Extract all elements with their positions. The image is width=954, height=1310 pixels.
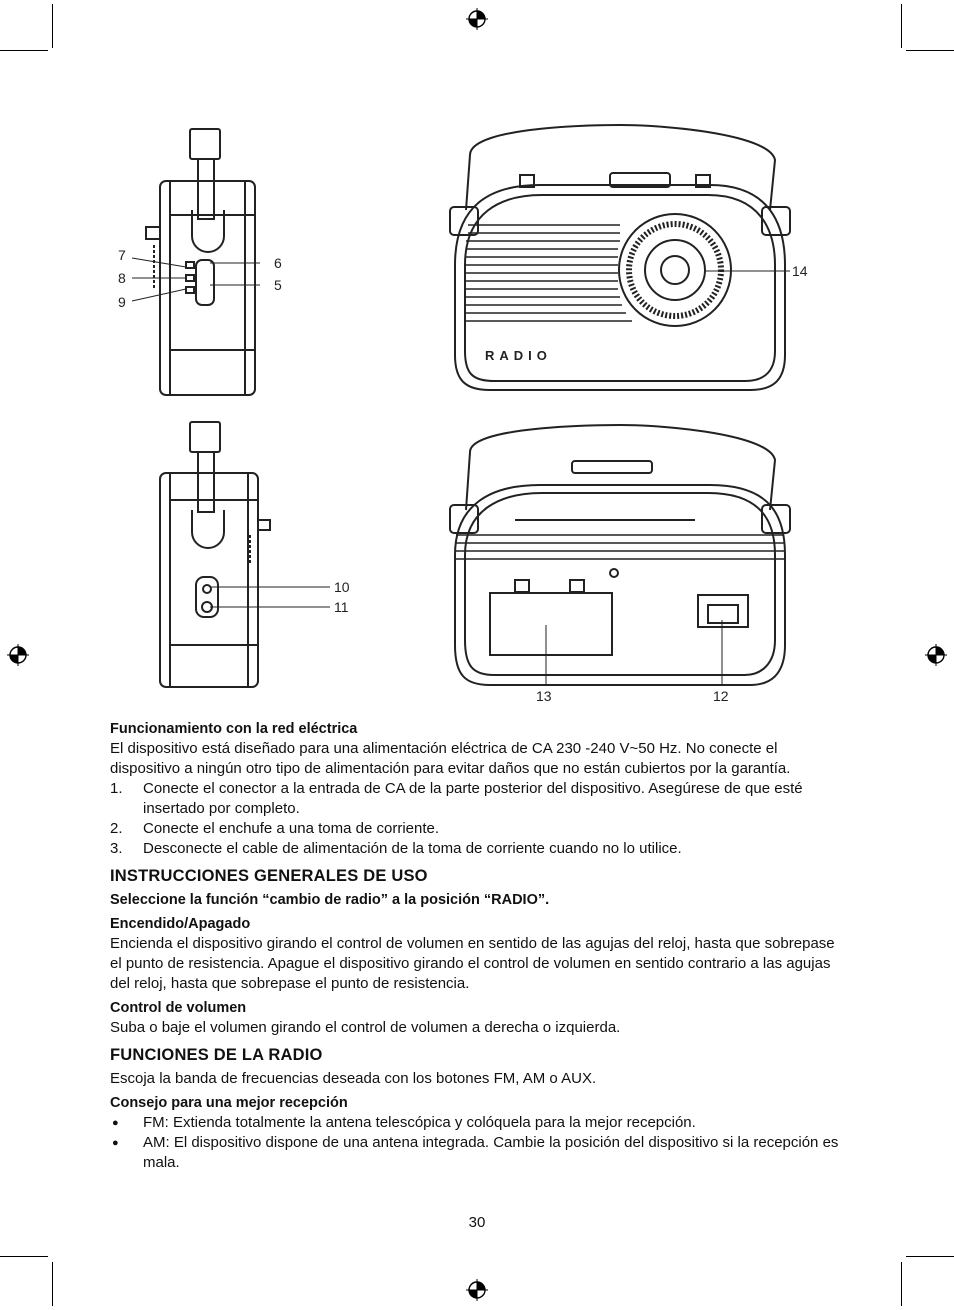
volume-heading: Control de volumen	[110, 1000, 247, 1016]
registration-mark-top	[466, 8, 488, 30]
volume-text: Suba o baje el volumen girando el control de volumen a derecha o izquierda.	[110, 1019, 621, 1036]
list-item: ● FM: Extienda totalmente la antena telescópica y colóquela para la mejor recepción.	[112, 1114, 696, 1131]
callout-9: 9	[118, 294, 126, 310]
list-item: 3. Desconecte el cable de alimentación de la toma de corriente cuando no lo utilice.	[110, 840, 682, 857]
callout-12: 12	[713, 688, 729, 704]
general-heading: INSTRUCCIONES GENERALES DE USO	[110, 867, 428, 885]
radio-heading: FUNCIONES DE LA RADIO	[110, 1046, 323, 1064]
list-item: ● AM: El dispositivo dispone de una antena integrada. Cambie la posición del dispositivo si la recepción es mala.	[112, 1134, 839, 1171]
callout-13: 13	[536, 688, 552, 704]
radio-side-view-bottom	[160, 422, 270, 687]
registration-mark-bottom	[466, 1279, 488, 1301]
callout-8: 8	[118, 270, 126, 286]
page-number: 30	[468, 1214, 486, 1231]
radio-logo: RADIO	[485, 348, 552, 363]
list-item: 2. Conecte el enchufe a una toma de corriente.	[110, 820, 440, 837]
tip-heading: Consejo para una mejor recepción	[110, 1095, 348, 1111]
select-function-note: Seleccione la función “cambio de radio” a la posición “RADIO”.	[110, 892, 550, 908]
band-text: Escoja la banda de frecuencias deseada con los botones FM, AM o AUX.	[110, 1070, 597, 1087]
document-body	[110, 715, 850, 1173]
power-onoff-text: Encienda el dispositivo girando el control de volumen en sentido de las agujas del reloj, hasta que sobrepase el punto de resistencia. Apague el dispositivo girando el control de volumen en sentido contrario a las agujas del reloj, hasta que sobrepase el punto de resistencia.	[110, 935, 835, 992]
radio-diagram	[110, 115, 845, 710]
callout-5: 5	[274, 277, 282, 293]
registration-mark-left	[7, 644, 29, 666]
radio-side-view-top	[146, 129, 255, 395]
list-item: 1. Conecte el conector a la entrada de CA de la parte posterior del dispositivo. Asegúrese de que esté insertado por completo.	[110, 780, 803, 817]
power-paragraph: El dispositivo está diseñado para una alimentación eléctrica de CA 230 -240 V~50 Hz. No conecte el dispositivo a ningún otro tipo de alimentación para evitar daños que no están cubiertos por la garantía.	[110, 740, 791, 777]
callout-10: 10	[334, 579, 350, 595]
power-onoff-heading: Encendido/Apagado	[110, 916, 251, 932]
callout-11: 11	[334, 599, 349, 615]
registration-mark-right	[925, 644, 947, 666]
power-heading: Funcionamiento con la red eléctrica	[110, 721, 358, 737]
callout-6: 6	[274, 255, 282, 271]
radio-back-view	[450, 425, 790, 685]
callout-14: 14	[792, 263, 808, 279]
callout-7: 7	[118, 247, 126, 263]
